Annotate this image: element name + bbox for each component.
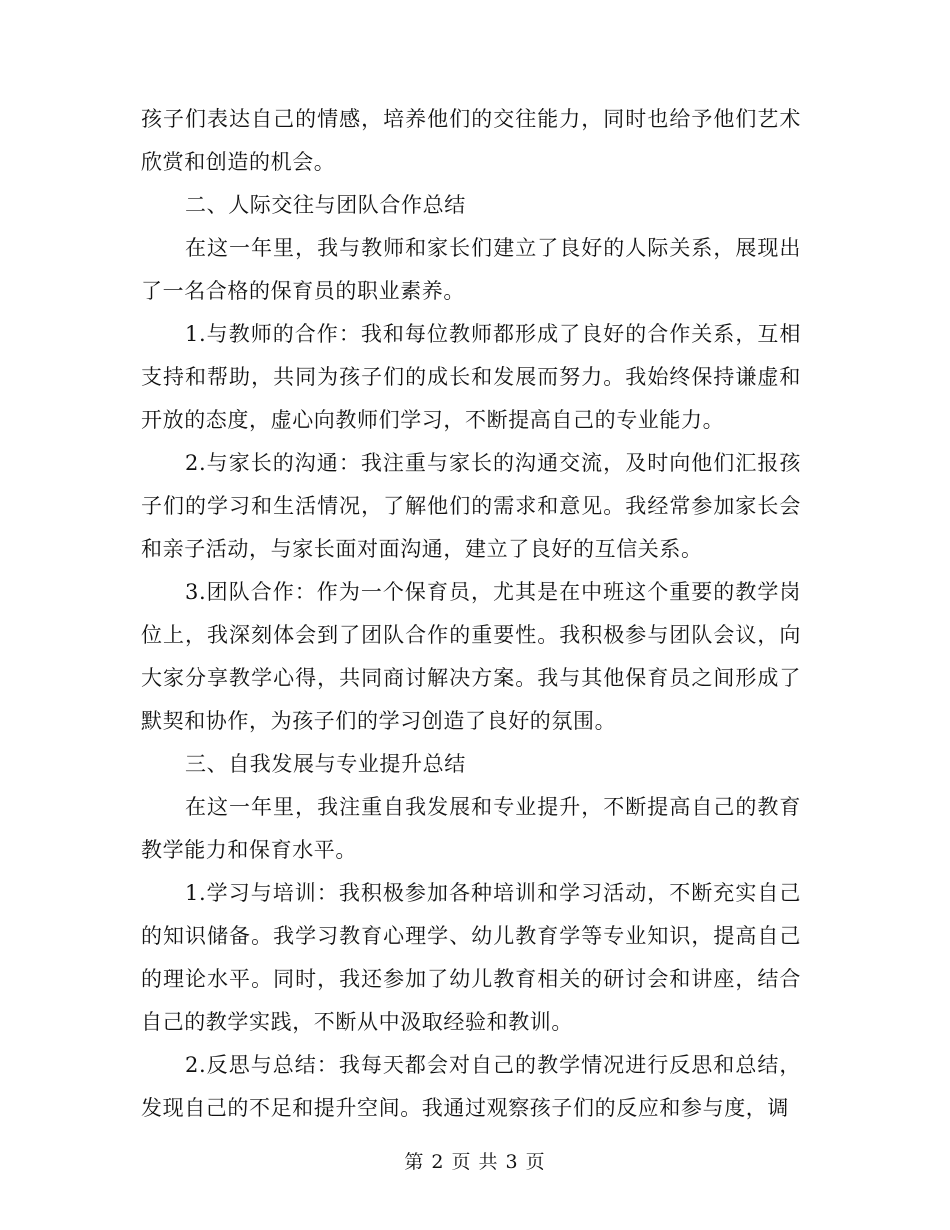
- page-footer: 第 2 页 共 3 页: [404, 1151, 546, 1173]
- paragraph-teacher-cooperation: 1.与教师的合作：我和每位教师都形成了良好的合作关系，互相支持和帮助，共同为孩子们的成长和发展而努力。我始终保持谦虚和开放的态度，虚心向教师们学习，不断提高自己的专业能力。: [141, 322, 801, 432]
- paragraph-section-3-intro: 在这一年里，我注重自我发展和专业提升，不断提高自己的教育教学能力和保育水平。: [141, 795, 801, 862]
- section-heading-3: 三、自我发展与专业提升总结: [185, 752, 466, 776]
- paragraph-section-2-intro: 在这一年里，我与教师和家长们建立了良好的人际关系，展现出了一名合格的保育员的职业素养。: [141, 236, 801, 303]
- section-heading-2: 二、人际交往与团队合作总结: [185, 193, 466, 217]
- paragraph-learning-training: 1.学习与培训：我积极参加各种培训和学习活动，不断充实自己的知识储备。我学习教育心理学、幼儿教育学等专业知识，提高自己的理论水平。同时，我还参加了幼儿教育相关的研讨会和讲座，结合自己的教学实践，不断从中汲取经验和教训。: [141, 881, 801, 1034]
- paragraph-continuation: 孩子们表达自己的情感，培养他们的交往能力，同时也给予他们艺术欣赏和创造的机会。: [141, 107, 801, 174]
- paragraph-reflection-summary: 2.反思与总结：我每天都会对自己的教学情况进行反思和总结，发现自己的不足和提升空间。我通过观察孩子们的反应和参与度，调: [141, 1053, 801, 1120]
- paragraph-parent-communication: 2.与家长的沟通：我注重与家长的沟通交流，及时向他们汇报孩子们的学习和生活情况，了解他们的需求和意见。我经常参加家长会和亲子活动，与家长面对面沟通，建立了良好的互信关系。: [141, 451, 801, 561]
- paragraph-teamwork: 3.团队合作：作为一个保育员，尤其是在中班这个重要的教学岗位上，我深刻体会到了团队合作的重要性。我积极参与团队会议，向大家分享教学心得，共同商讨解决方案。我与其他保育员之间形成了默契和协作，为孩子们的学习创造了良好的氛围。: [141, 580, 801, 733]
- document-body: [141, 98, 801, 1130]
